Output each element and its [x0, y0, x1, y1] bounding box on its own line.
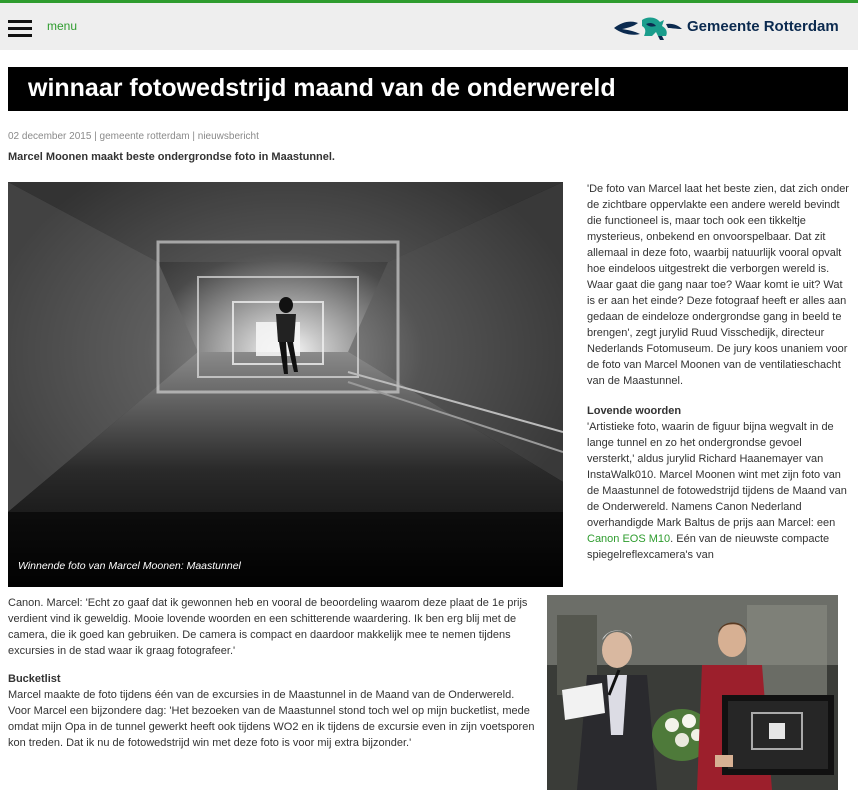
page-title: winnaar fotowedstrijd maand van de onderwereld	[28, 74, 616, 102]
logo-text: Gemeente Rotterdam	[687, 18, 839, 35]
prize-text-before: 'Artistieke foto, waarin de figuur bijna wegvalt in de lange tunnel en zo het ondergrondse gevoel versterkt,' aldus jurylid Richard Haanemayer van InstaWalk010. Marcel Moonen wint met zijn foto van de Maastunnel de fotowedstrijd tijdens de Maand van de Onderwereld. Namens Canon Nederland overhandigde Mark Baltus de prijs aan Marcel: een	[587, 421, 847, 529]
menu-label[interactable]: menu	[47, 19, 78, 33]
winner-quote-paragraph: Canon. Marcel: 'Echt zo gaaf dat ik gewonnen heb en vooral de beoordeling waarom deze plaat de 1e prijs verdient vind ik geweldig. Mooie lovende woorden en een schitterende waardering. Ik ben erg blij met de camera, die ik goed kan gebruiken. De camera is compact en daardoor makkelijk mee te nemen tijdens excursies in de stad waar ik graag fotografeer.'	[8, 597, 528, 657]
top-bar	[0, 0, 858, 50]
ceremony-photo-image	[547, 595, 838, 790]
prize-ceremony-photo	[547, 595, 838, 790]
bucketlist-paragraph: Marcel maakte de foto tijdens één van de excursies in de Maastunnel in de Maand van de Onderwereld. Voor Marcel een bijzondere dag: 'Het bezoeken van de Maastunnel stond toch wel op mijn bucketlist, mede omdat mijn Opa in de tunnel gewerkt heeft ook tijdens WO2 en ik tijdens de excursie even in zijn voetsporen kon treden. Dat ik nu de fotowedstrijd win met deze foto is voor mij extra bijzonder.'	[8, 689, 535, 749]
canon-eos-m10-link[interactable]: Canon EOS M10	[587, 533, 671, 545]
hamburger-menu-icon[interactable]	[8, 20, 32, 37]
article-lead: Marcel Moonen maakt beste ondergrondse foto in Maastunnel.	[8, 151, 335, 163]
photo-caption: Winnende foto van Marcel Moonen: Maastunnel	[18, 560, 241, 572]
prize-paragraph	[587, 419, 849, 563]
prize-text-after: . Eén van de nieuwste compacte spiegelreflexcamera's van	[587, 533, 830, 561]
subheading-bucketlist: Bucketlist	[8, 673, 61, 685]
lion-emblem-icon	[612, 14, 684, 42]
subheading-lovende-woorden: Lovende woorden	[587, 405, 682, 417]
gemeente-rotterdam-logo[interactable]	[612, 14, 852, 44]
tunnel-photo-image	[8, 182, 563, 587]
jury-quote-paragraph: 'De foto van Marcel laat het beste zien, dat zich onder de zichtbare oppervlakte een andere wereld bevindt die functioneel is, maar toch ook een tikkeltje mysterieus, onbekend en onvoorspelbaar. Dat zit allemaal in deze foto, waarbij natuurlijk vooral opvalt hoe eindeloos uitgestrekt die verborgen wereld is. Waar gaat die gang naar toe? Waar komt ie uit? Wat is er aan het einde? Deze fotograaf heeft er alles aan gedaan de eindeloze ondergrondse gang in beeld te brengen', zegt jurylid Ruud Visschedijk, directeur Nederlands Fotomuseum. De jury koos unaniem voor de foto van Marcel Moonen van de ventilatieschacht van de Maastunnel.	[587, 183, 849, 387]
winning-photo-maastunnel	[8, 182, 563, 587]
article-left-column	[8, 595, 536, 751]
article-meta: 02 december 2015 | gemeente rotterdam | nieuwsbericht	[8, 131, 259, 142]
article-right-column	[587, 181, 849, 563]
page-title-bar	[8, 67, 848, 111]
